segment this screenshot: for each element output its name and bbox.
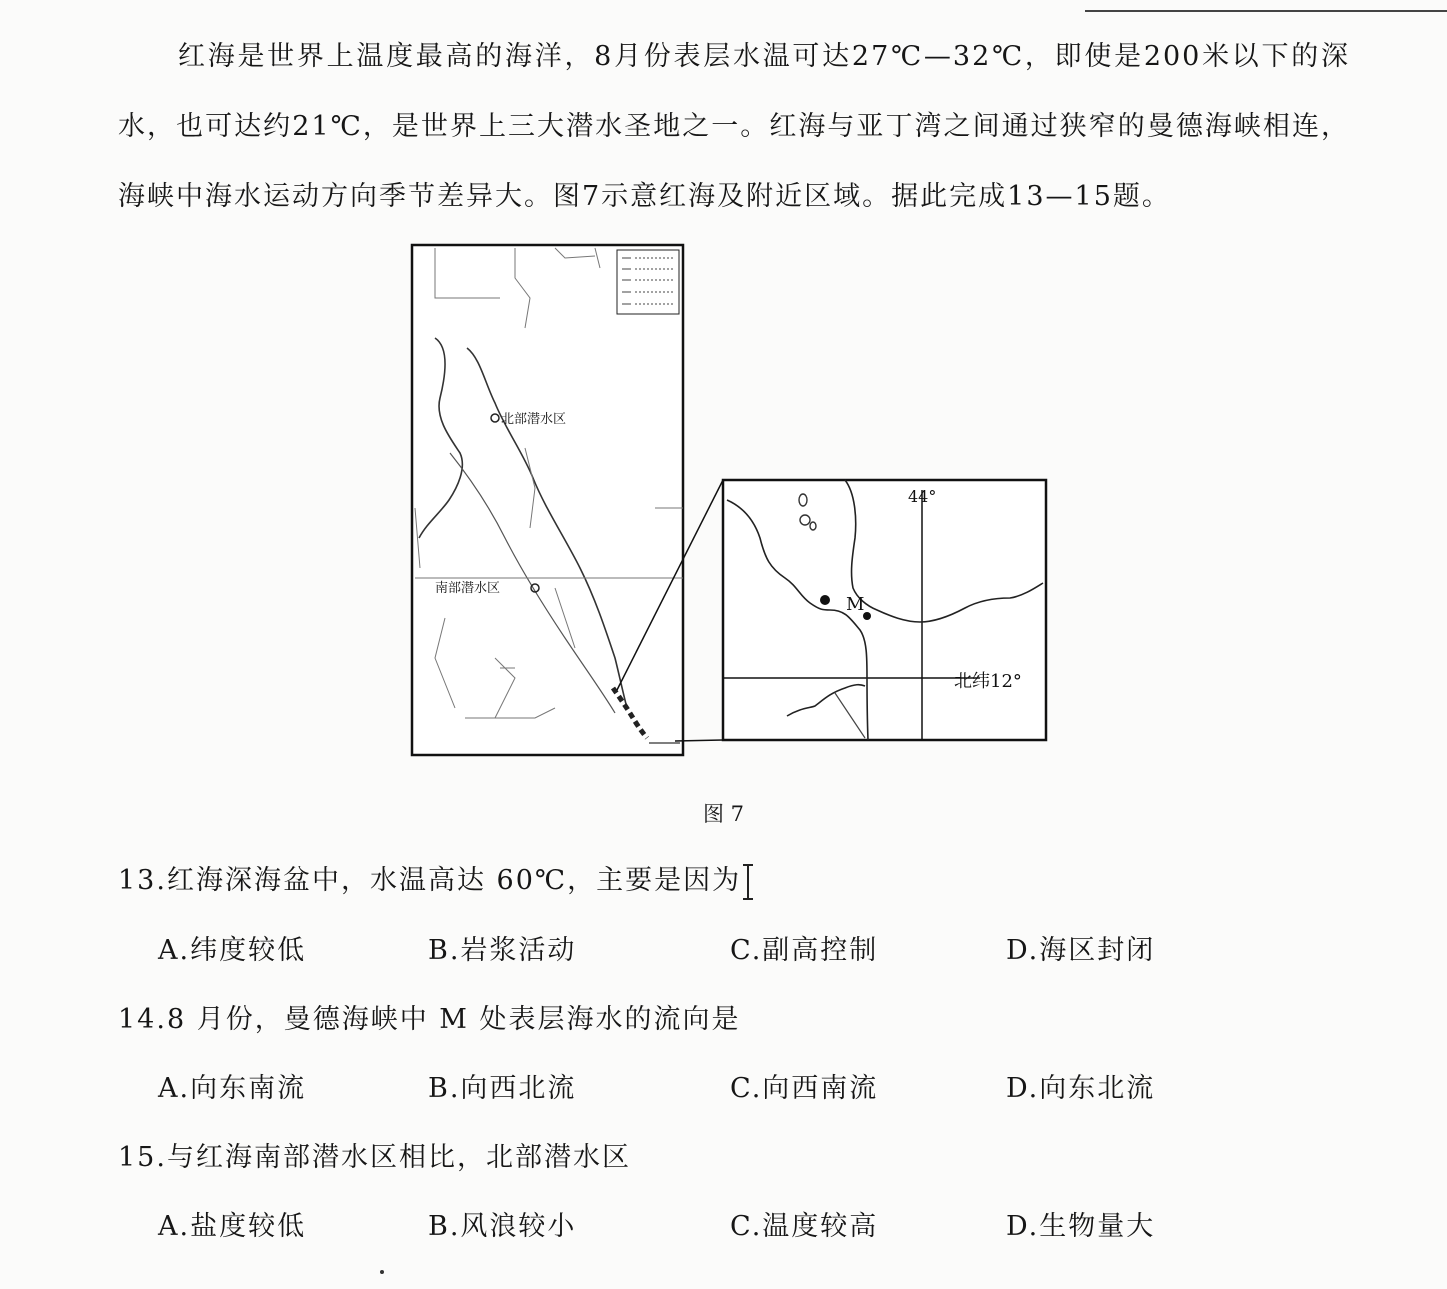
q14-option-c[interactable]: C.向西南流 — [730, 1073, 879, 1104]
figure-7-map — [405, 238, 1065, 763]
q14-option-a[interactable]: A.向东南流 — [158, 1073, 307, 1104]
map-svg — [405, 238, 1065, 763]
q15-option-a[interactable]: A.盐度较低 — [158, 1211, 307, 1242]
inset-connector-bottom — [675, 740, 723, 741]
q15-option-c[interactable]: C.温度较高 — [730, 1211, 879, 1242]
question-13-stem: 13.红海深海盆中，水温高达 60℃，主要是因为 — [118, 865, 742, 896]
q13-option-b[interactable]: B.岩浆活动 — [428, 935, 577, 966]
latitude-label: 北纬12° — [954, 671, 1022, 692]
page-header-rule — [1085, 0, 1447, 12]
q14-option-d[interactable]: D.向东北流 — [1006, 1073, 1156, 1104]
q13-option-c[interactable]: C.副高控制 — [730, 935, 879, 966]
q13-option-d[interactable]: D.海区封闭 — [1006, 935, 1156, 966]
point-m-label: M — [846, 594, 865, 615]
figure-caption: 图 7 — [702, 802, 745, 826]
passage-text: 红海是世界上温度最高的海洋，8月份表层水温可达27℃—32℃，即使是200米以下的深水，也可达约21℃，是世界上三大潜水圣地之一。红海与亚丁湾之间通过狭窄的曼德海峡相连，海峡中海水运动方向季节差异大。图7示意红海及附近区域。据此完成13—15题。 — [118, 41, 1350, 212]
north-dive-label: 北部潜水区 — [501, 412, 567, 427]
question-15-stem: 15.与红海南部潜水区相比，北部潜水区 — [118, 1142, 631, 1173]
inset-map-frame — [723, 480, 1046, 740]
question-14-stem: 14.8 月份，曼德海峡中 M 处表层海水的流向是 — [118, 1004, 741, 1035]
text-cursor-icon — [742, 863, 754, 901]
strait-island — [820, 595, 830, 605]
q13-option-a[interactable]: A.纬度较低 — [158, 935, 307, 966]
question-passage — [118, 22, 1350, 232]
south-dive-label: 南部潜水区 — [435, 581, 501, 596]
main-map-frame — [412, 245, 683, 755]
q15-option-b[interactable]: B.风浪较小 — [428, 1211, 577, 1242]
q14-option-b[interactable]: B.向西北流 — [428, 1073, 577, 1104]
scan-speck — [380, 1270, 384, 1274]
longitude-label: 44° — [908, 487, 937, 506]
q15-option-d[interactable]: D.生物量大 — [1006, 1211, 1156, 1242]
